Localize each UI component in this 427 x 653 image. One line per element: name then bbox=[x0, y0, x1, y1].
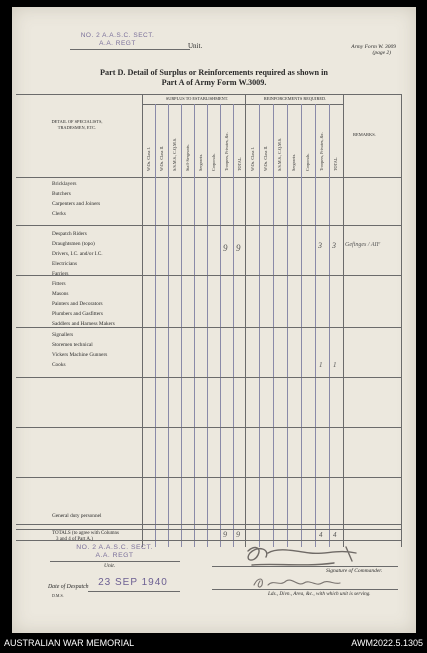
unit-underline-top bbox=[70, 49, 190, 50]
row-despatch-riders: Despatch Riders bbox=[52, 231, 87, 237]
group-separator bbox=[16, 524, 401, 525]
rule-surplus-right bbox=[245, 94, 246, 547]
surplus-col-header-total: TOTAL. bbox=[237, 156, 242, 171]
row-carpenters: Carpenters and Joiners bbox=[52, 201, 101, 207]
form-ref-line1: Army Form W. 3009 bbox=[351, 44, 396, 50]
col-rule bbox=[287, 104, 288, 547]
title-line1: Part D. Detail of Surplus or Reinforcements required as shown in bbox=[100, 68, 328, 77]
reinf-col-header-1: W.Os. Class I. bbox=[250, 147, 255, 171]
unit-label-top: Unit. bbox=[188, 42, 203, 50]
hw-totals-surplus-troopers: 9 bbox=[223, 530, 227, 539]
unit-label-bottom: Unit. bbox=[104, 563, 116, 569]
row-signallers: Signallers bbox=[52, 332, 74, 338]
group-separator bbox=[16, 377, 401, 378]
stamp-top-line1: NO. 2 A.A.S.C. SECT. bbox=[80, 32, 155, 39]
surplus-col-header-5: Sergeants. bbox=[198, 153, 203, 171]
surplus-col-header-2: W.Os. Class II. bbox=[159, 145, 164, 171]
row-draughtsmen: Draughtsmen (topo) bbox=[52, 241, 95, 247]
stamp-bottom-line1: NO. 2 A.A.S.C. SECT. bbox=[76, 544, 153, 551]
group-separator bbox=[16, 477, 401, 478]
surplus-col-header-4: Staff-Sergeants. bbox=[185, 144, 190, 171]
group-separator bbox=[16, 225, 401, 226]
rule-detail-right bbox=[142, 94, 143, 547]
signature-line bbox=[212, 566, 398, 567]
group-separator bbox=[16, 427, 401, 428]
row-painters: Painters and Decorators bbox=[52, 301, 103, 307]
col-rule bbox=[181, 104, 182, 547]
row-clerks: Clerks bbox=[52, 211, 66, 217]
form-ref-line2: (page 2) bbox=[372, 50, 391, 56]
formation-handwriting bbox=[248, 573, 358, 593]
hw-draughtsmen-remark: Gefinges / AIF bbox=[345, 242, 381, 248]
row-fitters: Fitters bbox=[52, 281, 66, 287]
detail-column-header bbox=[32, 119, 122, 131]
col-rule bbox=[259, 104, 260, 547]
hw-totals-reinf-total: 4 bbox=[333, 531, 337, 539]
hw-cooks-reinf-troopers: 1 bbox=[319, 361, 323, 369]
row-cooks: Cooks bbox=[52, 362, 66, 368]
group-separator bbox=[16, 327, 401, 328]
row-bricklayers: Bricklayers bbox=[52, 181, 77, 187]
reinf-col-header-6: Troopers, Privates, &c. bbox=[319, 132, 324, 171]
reinf-col-header-2: W.Os. Class II. bbox=[263, 145, 268, 171]
row-storemen: Storemen technical bbox=[52, 342, 93, 348]
stamp-top-line2: A.A. REGT bbox=[99, 40, 136, 47]
totals-label bbox=[52, 531, 119, 543]
row-masons: Masons bbox=[52, 291, 69, 297]
unit-stamp-top bbox=[70, 32, 165, 48]
hw-draughtsmen-reinf-total: 3 bbox=[332, 241, 336, 250]
col-rule bbox=[329, 104, 330, 547]
col-rule bbox=[273, 104, 274, 547]
reinforcements-group-header: REINFORCEMENTS REQUIRED. bbox=[263, 96, 327, 101]
rule-reinf-right bbox=[343, 94, 344, 547]
hw-totals-reinf-troopers: 4 bbox=[319, 531, 323, 539]
col-rule bbox=[301, 104, 302, 547]
surplus-col-header-7: Troopers, Privates, &c. bbox=[224, 132, 229, 171]
footer-accession-number: AWM2022.5.1305 bbox=[351, 638, 423, 648]
footer-institution: AUSTRALIAN WAR MEMORIAL bbox=[4, 638, 135, 648]
row-electricians: Electricians bbox=[52, 261, 77, 267]
rule-remarks-right bbox=[401, 94, 402, 547]
group-header-rule bbox=[142, 104, 343, 105]
totals-label-line1: TOTALS (to agree with Columns bbox=[52, 531, 119, 536]
form-page bbox=[12, 7, 416, 633]
row-vickers: Vickers Machine Gunners bbox=[52, 352, 108, 358]
reinf-col-header-5: Corporals. bbox=[305, 153, 310, 171]
totals-top-rule bbox=[16, 529, 401, 530]
page-title bbox=[12, 68, 416, 88]
reinf-col-header-4: Sergeants. bbox=[291, 153, 296, 171]
title-line2: Part A of Army Form W.3009. bbox=[161, 78, 267, 87]
row-saddlers: Saddlers and Harness Makers bbox=[52, 321, 115, 327]
formation-label: Lds., Divn., Area, &c., with which unit is serving. bbox=[268, 591, 371, 597]
detail-header-line2: TRADESMEN, ETC. bbox=[57, 125, 97, 130]
surplus-col-header-3: S/S.M.S., C.Q.M.S. bbox=[172, 137, 177, 171]
hw-draughtsmen-reinf-corporals: 3 bbox=[318, 241, 322, 250]
hw-totals-surplus-total: 9 bbox=[236, 530, 240, 539]
detail-header-line1: DETAIL OF SPECIALISTS, bbox=[51, 119, 103, 124]
surplus-group-header: SURPLUS TO ESTABLISHMENT. bbox=[165, 96, 229, 101]
despatch-sub-label: D.M.S. bbox=[52, 593, 64, 598]
despatch-date-stamp: 23 SEP 1940 bbox=[98, 577, 168, 588]
col-rule bbox=[207, 104, 208, 547]
col-rule bbox=[315, 104, 316, 547]
reinf-col-header-total: TOTAL. bbox=[333, 156, 338, 171]
formation-line bbox=[212, 589, 398, 590]
totals-label-line2: 3 and 4 of Part A.) bbox=[56, 537, 93, 542]
remarks-column-header: REMARKS. bbox=[353, 132, 376, 137]
hw-cooks-reinf-total: 1 bbox=[333, 361, 337, 369]
col-rule bbox=[155, 104, 156, 547]
despatch-label: Date of Despatch bbox=[48, 584, 89, 590]
form-reference bbox=[334, 44, 396, 56]
despatch-underline bbox=[88, 591, 180, 592]
row-butchers: Butchers bbox=[52, 191, 71, 197]
col-rule bbox=[220, 104, 221, 547]
row-drivers: Drivers, I.C. and/or I.C. bbox=[52, 251, 103, 257]
stamp-bottom-line2: A.A. REGT bbox=[95, 552, 134, 559]
hw-draughtsmen-surplus-total: 9 bbox=[236, 243, 241, 253]
surplus-col-header-1: W.Os. Class I. bbox=[146, 147, 151, 171]
unit-stamp-bottom bbox=[67, 544, 162, 560]
reinf-col-header-3: S/S.M.S., C.Q.M.S. bbox=[277, 137, 282, 171]
row-farriers: Farriers bbox=[52, 271, 69, 277]
surplus-col-header-6: Corporals. bbox=[211, 153, 216, 171]
row-plumbers: Plumbers and Gasfitters bbox=[52, 311, 103, 317]
col-rule bbox=[168, 104, 169, 547]
group-separator bbox=[16, 275, 401, 276]
row-general-duty: General duty personnel bbox=[52, 513, 102, 519]
hw-draughtsmen-surplus-troopers: 9 bbox=[223, 243, 228, 253]
signature-label: Signature of Commander. bbox=[326, 568, 383, 574]
archive-footer bbox=[0, 634, 427, 653]
col-rule bbox=[233, 104, 234, 547]
unit-underline-bottom bbox=[50, 561, 180, 562]
col-rule bbox=[194, 104, 195, 547]
